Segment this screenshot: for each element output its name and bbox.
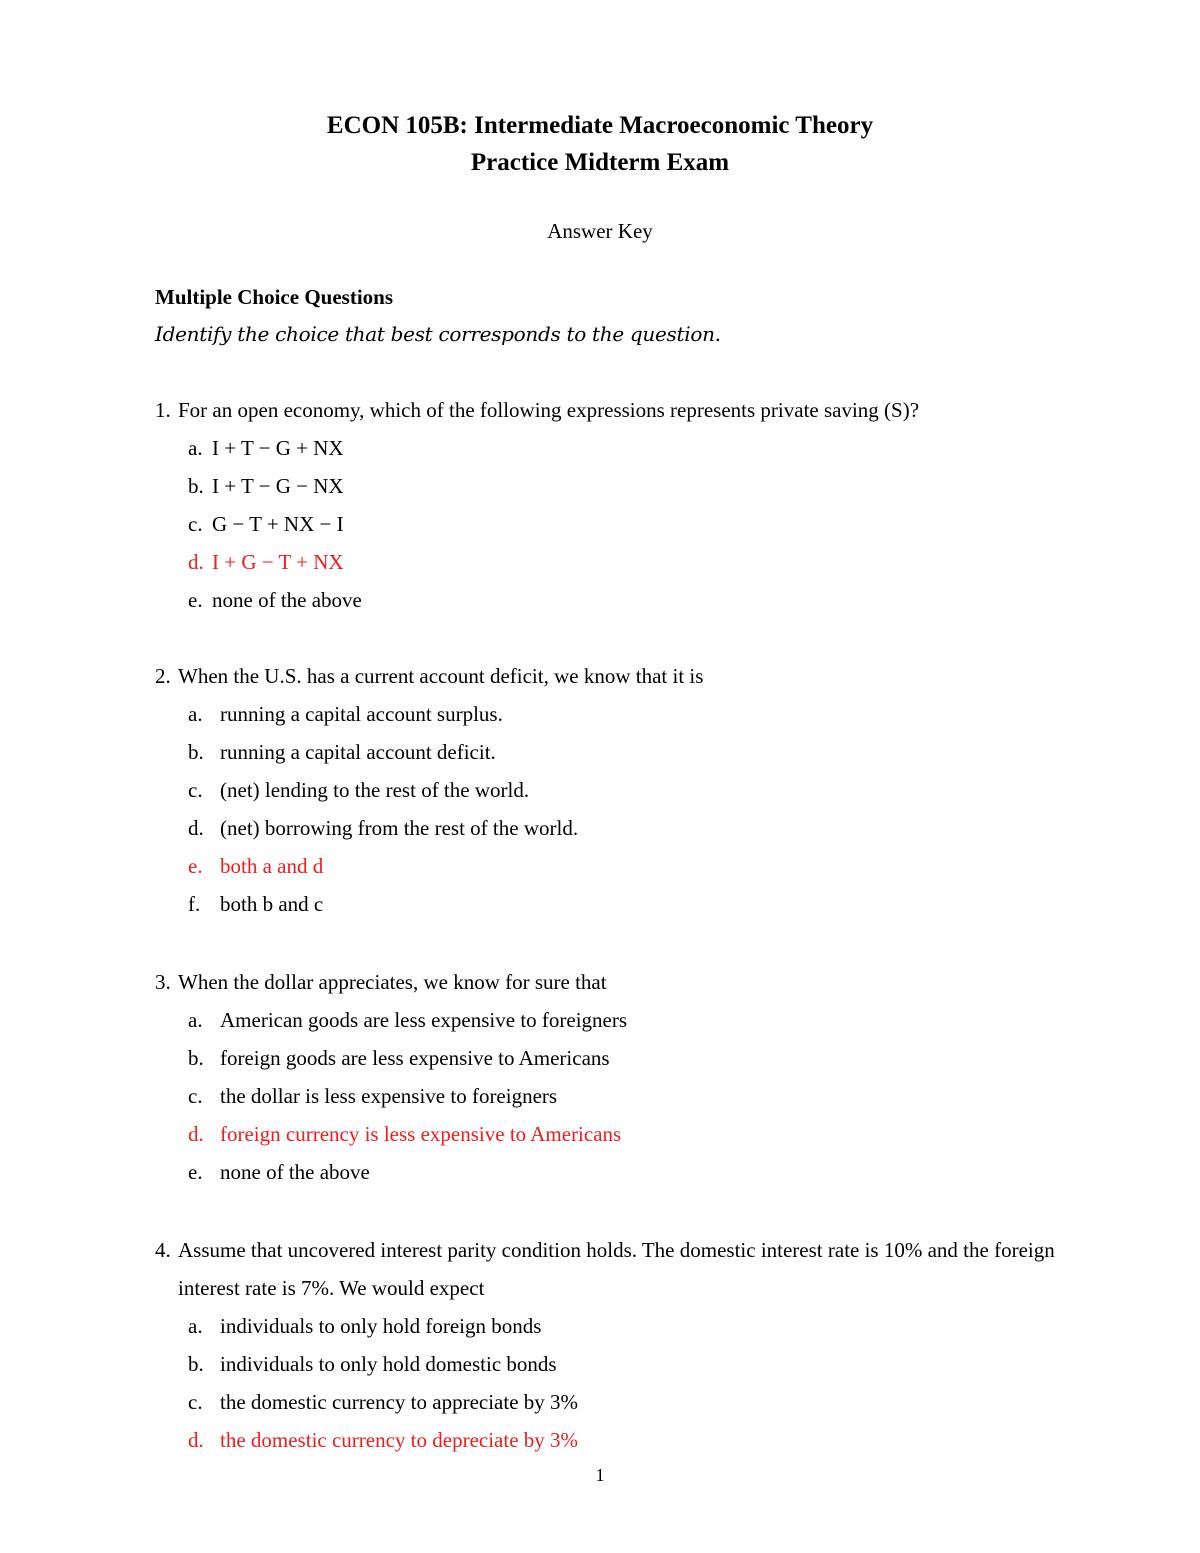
question-number: 2. <box>155 664 171 688</box>
option-b <box>155 1039 1055 1077</box>
option-text: running a capital account surplus. <box>220 702 503 726</box>
option-letter: a. <box>188 702 203 726</box>
option-c <box>155 1077 1055 1115</box>
option-letter: c. <box>188 1390 203 1414</box>
option-text: both b and c <box>220 892 324 916</box>
exam-title: Practice Midterm Exam <box>470 149 730 176</box>
question-text: When the U.S. has a current account deficit, we know that it is <box>178 664 704 688</box>
question-text: For an open economy, which of the following expressions represents private saving (S)? <box>178 398 920 422</box>
option-a <box>155 695 1055 733</box>
option-letter: d. <box>188 1122 204 1146</box>
section-heading: Multiple Choice Questions <box>155 285 394 309</box>
option-b <box>155 1345 1055 1383</box>
option-text: individuals to only hold foreign bonds <box>220 1314 542 1338</box>
question-stem <box>155 1231 1055 1307</box>
question-3 <box>155 963 1055 1191</box>
question-number: 3. <box>155 970 171 994</box>
option-letter: a. <box>188 1314 203 1338</box>
option-letter: a. <box>188 436 203 460</box>
option-letter: f. <box>188 892 201 916</box>
question-text: Assume that uncovered interest parity condition holds. The domestic interest rate is 10% and the foreign interest rate is 7%. We would expect <box>178 1238 1055 1300</box>
option-letter: b. <box>188 474 204 498</box>
question-4 <box>155 1231 1055 1459</box>
page-number: 1 <box>595 1465 605 1485</box>
option-e <box>155 581 1055 619</box>
option-letter: d. <box>188 550 204 574</box>
option-text: both a and d <box>220 854 324 878</box>
question-number: 1. <box>155 398 171 422</box>
question-stem <box>155 657 1055 695</box>
option-f <box>155 885 1055 923</box>
option-text: (net) lending to the rest of the world. <box>220 778 530 802</box>
section-instructions: Identify the choice that best corresponds to the question. <box>155 322 721 346</box>
option-letter: c. <box>188 512 203 536</box>
option-e <box>155 1153 1055 1191</box>
option-text: G − T + NX − I <box>212 512 344 536</box>
option-b <box>155 467 1055 505</box>
option-d-correct-answer <box>155 1421 1055 1459</box>
option-a <box>155 1001 1055 1039</box>
option-d-correct-answer <box>155 543 1055 581</box>
option-text: foreign currency is less expensive to Americans <box>220 1122 622 1146</box>
option-text: American goods are less expensive to foreigners <box>220 1008 628 1032</box>
question-stem <box>155 963 1055 1001</box>
option-d-correct-answer <box>155 1115 1055 1153</box>
option-letter: e. <box>188 588 203 612</box>
option-letter: e. <box>188 1160 203 1184</box>
option-letter: a. <box>188 1008 203 1032</box>
option-letter: e. <box>188 854 203 878</box>
option-e-correct-answer <box>155 847 1055 885</box>
option-text: the domestic currency to appreciate by 3% <box>220 1390 579 1414</box>
option-text: I + G − T + NX <box>212 550 344 574</box>
option-a <box>155 1307 1055 1345</box>
option-letter: b. <box>188 1352 204 1376</box>
option-text: running a capital account deficit. <box>220 740 496 764</box>
question-text: When the dollar appreciates, we know for sure that <box>178 970 607 994</box>
option-letter: d. <box>188 1428 204 1452</box>
option-letter: d. <box>188 816 204 840</box>
question-2 <box>155 657 1055 923</box>
course-title: ECON 105B: Intermediate Macroeconomic Theory <box>326 112 874 139</box>
option-text: (net) borrowing from the rest of the world. <box>220 816 579 840</box>
option-c <box>155 771 1055 809</box>
option-letter: b. <box>188 1046 204 1070</box>
option-letter: c. <box>188 778 203 802</box>
option-text: individuals to only hold domestic bonds <box>220 1352 557 1376</box>
option-text: I + T − G + NX <box>212 436 344 460</box>
option-c <box>155 505 1055 543</box>
option-b <box>155 733 1055 771</box>
option-text: I + T − G − NX <box>212 474 344 498</box>
option-text: none of the above <box>212 588 362 612</box>
option-text: foreign goods are less expensive to Americans <box>220 1046 610 1070</box>
question-1 <box>155 391 1055 619</box>
option-text: the dollar is less expensive to foreigners <box>220 1084 558 1108</box>
option-c <box>155 1383 1055 1421</box>
option-d <box>155 809 1055 847</box>
option-letter: c. <box>188 1084 203 1108</box>
answer-key-label: Answer Key <box>547 219 653 243</box>
option-a <box>155 429 1055 467</box>
question-stem <box>155 391 1055 429</box>
option-text: the domestic currency to depreciate by 3% <box>220 1428 579 1452</box>
option-text: none of the above <box>220 1160 370 1184</box>
question-number: 4. <box>155 1238 171 1262</box>
option-letter: b. <box>188 740 204 764</box>
